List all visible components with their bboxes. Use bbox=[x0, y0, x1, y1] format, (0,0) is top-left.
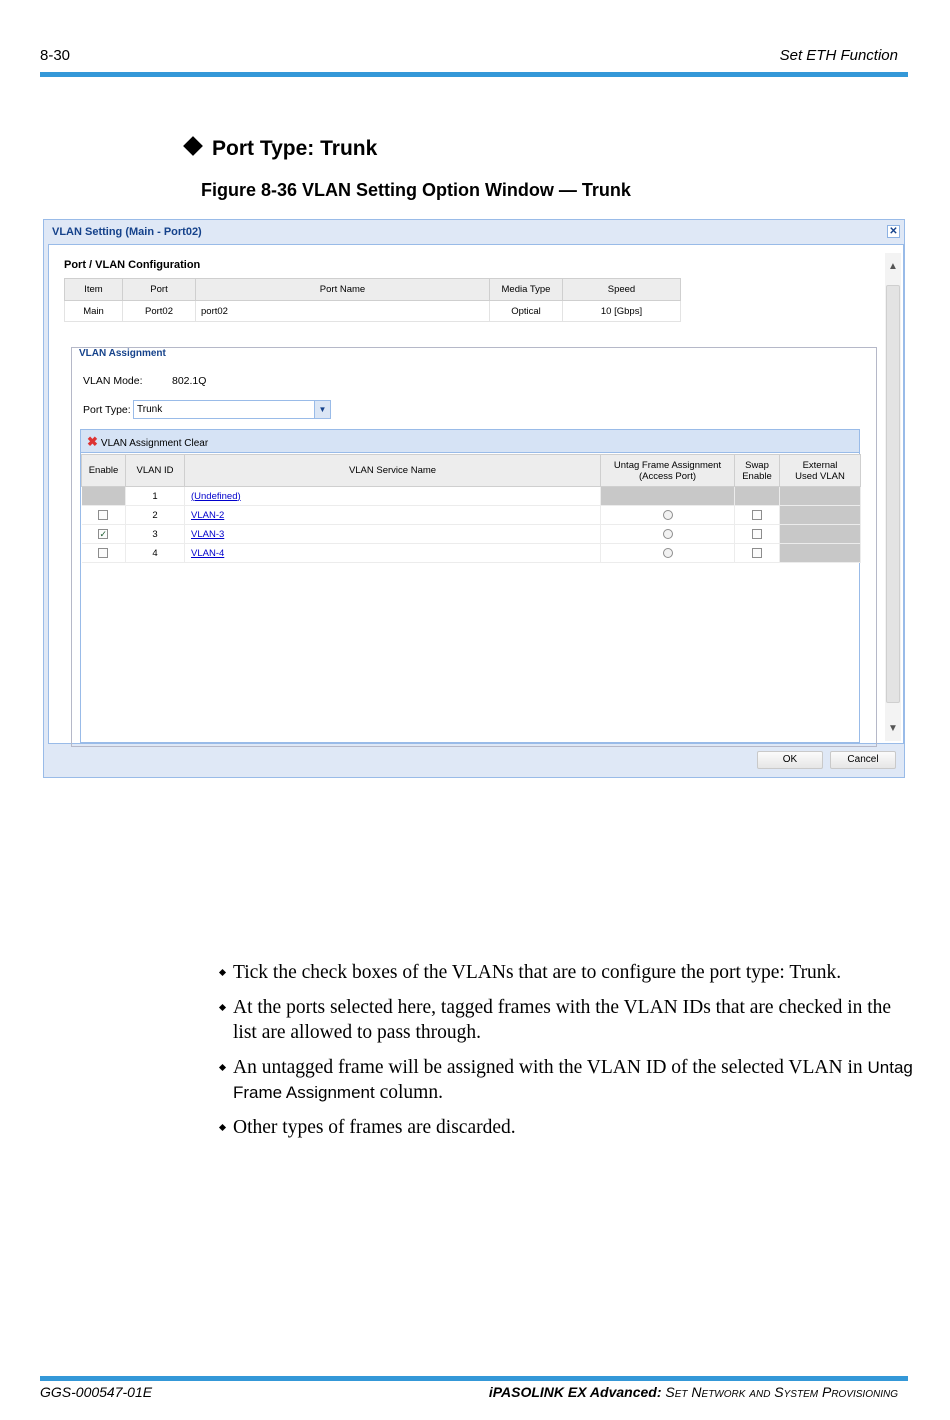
col-vlan-service-name: VLAN Service Name bbox=[185, 455, 601, 487]
untag-radio[interactable] bbox=[663, 548, 673, 558]
vlan-mode-label: VLAN Mode: bbox=[83, 375, 143, 387]
external-cell-disabled bbox=[780, 544, 861, 563]
col-port: Port bbox=[123, 279, 196, 301]
table-row bbox=[65, 301, 681, 322]
col-vlan-id: VLAN ID bbox=[126, 455, 185, 487]
external-cell-disabled bbox=[780, 506, 861, 525]
untag-cell-disabled bbox=[601, 487, 735, 506]
figure-caption: Figure 8-36 VLAN Setting Option Window — Trunk bbox=[201, 180, 631, 200]
vlan-assignment-legend: VLAN Assignment bbox=[79, 348, 166, 359]
cell-untag bbox=[601, 525, 735, 544]
vlan-link[interactable]: VLAN-4 bbox=[191, 547, 225, 559]
delete-icon: ✖ bbox=[87, 434, 98, 449]
vlan-mode-value: 802.1Q bbox=[172, 375, 207, 387]
vertical-scrollbar[interactable] bbox=[885, 253, 901, 741]
bullet-item: Other types of frames are discarded. bbox=[218, 1115, 918, 1140]
table-row bbox=[82, 544, 861, 563]
enable-checkbox[interactable] bbox=[98, 510, 108, 520]
bullet-item bbox=[218, 1055, 918, 1105]
cell-vlan-id: 2 bbox=[126, 506, 185, 525]
swap-cell-disabled bbox=[735, 487, 780, 506]
dialog-title: VLAN Setting (Main - Port02) bbox=[52, 226, 202, 238]
bullet-item: At the ports selected here, tagged frames with the VLAN IDs that are checked in the list are allowed to pass through. bbox=[218, 995, 918, 1045]
col-swap-enable bbox=[735, 455, 780, 487]
col-external-used-vlan bbox=[780, 455, 861, 487]
cell-speed: 10 [Gbps] bbox=[563, 301, 681, 322]
cell-media-type: Optical bbox=[490, 301, 563, 322]
cell-vlan-id: 3 bbox=[126, 525, 185, 544]
cell-enable bbox=[82, 544, 126, 563]
section-heading-text: Port Type: Trunk bbox=[212, 137, 378, 160]
untag-line1: Untag Frame Assignment bbox=[613, 459, 722, 471]
table-row bbox=[82, 487, 861, 506]
scroll-up-icon[interactable]: ▲ bbox=[888, 261, 898, 272]
untag-radio[interactable] bbox=[663, 510, 673, 520]
port-type-label: Port Type: bbox=[83, 404, 131, 416]
cell-swap bbox=[735, 544, 780, 563]
cell-enable bbox=[82, 525, 126, 544]
external-line2: Used VLAN bbox=[795, 470, 845, 482]
swap-line2: Enable bbox=[742, 470, 772, 482]
enable-checkbox[interactable] bbox=[98, 548, 108, 558]
page-header bbox=[40, 47, 898, 67]
cell-item: Main bbox=[65, 301, 123, 322]
cell-untag bbox=[601, 544, 735, 563]
enable-checkbox-checked[interactable]: ✓ bbox=[99, 528, 108, 539]
dialog-body bbox=[48, 244, 904, 744]
vlan-assignment-clear-label: VLAN Assignment Clear bbox=[100, 438, 209, 449]
external-cell-disabled bbox=[780, 487, 861, 506]
col-untag-frame-assignment bbox=[601, 455, 735, 487]
table-row bbox=[82, 506, 861, 525]
cell-swap bbox=[735, 506, 780, 525]
port-type-select[interactable] bbox=[133, 400, 331, 419]
bullet-text: An untagged frame will be assigned with the VLAN ID of the selected VLAN in bbox=[233, 1057, 863, 1078]
table-row bbox=[82, 525, 861, 544]
scroll-thumb[interactable] bbox=[886, 285, 900, 703]
col-item: Item bbox=[65, 279, 123, 301]
vlan-link[interactable]: VLAN-2 bbox=[191, 509, 225, 521]
chevron-down-icon[interactable]: ▼ bbox=[314, 401, 330, 418]
cell-vlan-id: 4 bbox=[126, 544, 185, 563]
vlan-assignment-clear-button[interactable] bbox=[81, 430, 859, 453]
untag-line2: (Access Port) bbox=[638, 470, 696, 482]
external-cell-disabled bbox=[780, 525, 861, 544]
section-heading bbox=[186, 137, 377, 161]
cell-swap bbox=[735, 525, 780, 544]
doc-id: GGS-000547-01E bbox=[40, 1384, 153, 1400]
scroll-down-icon[interactable]: ▼ bbox=[888, 723, 898, 734]
vlan-table bbox=[81, 454, 861, 563]
bullet-text: column. bbox=[379, 1082, 443, 1103]
doc-title-bold: iPASOLINK EX Advanced: bbox=[488, 1384, 662, 1400]
port-type-value: Trunk bbox=[137, 404, 163, 415]
ok-button[interactable]: OK bbox=[757, 751, 823, 769]
port-vlan-config-title: Port / VLAN Configuration bbox=[64, 259, 201, 271]
untag-radio[interactable] bbox=[663, 529, 673, 539]
header-rule bbox=[40, 72, 908, 77]
swap-checkbox[interactable] bbox=[752, 548, 762, 558]
cell-enable bbox=[82, 506, 126, 525]
cell-vlan-id: 1 bbox=[126, 487, 185, 506]
swap-line1: Swap bbox=[745, 459, 769, 471]
bullet-list bbox=[218, 960, 918, 1150]
swap-checkbox[interactable] bbox=[752, 510, 762, 520]
diamond-bullet-icon bbox=[183, 136, 203, 156]
close-icon[interactable]: ✕ bbox=[887, 225, 900, 238]
col-port-name: Port Name bbox=[196, 279, 490, 301]
cell-vlan-name bbox=[185, 525, 601, 544]
cell-vlan-name bbox=[185, 544, 601, 563]
cell-port-name: port02 bbox=[196, 301, 490, 322]
col-enable: Enable bbox=[82, 455, 126, 487]
external-line1: External bbox=[802, 459, 838, 471]
vlan-link[interactable]: VLAN-3 bbox=[191, 528, 225, 540]
port-config-table bbox=[64, 278, 681, 322]
swap-checkbox[interactable] bbox=[752, 529, 762, 539]
vlan-link[interactable]: (Undefined) bbox=[191, 490, 241, 502]
col-speed: Speed bbox=[563, 279, 681, 301]
section-title: Set ETH Function bbox=[779, 47, 898, 64]
cell-vlan-name bbox=[185, 487, 601, 506]
vlan-setting-dialog bbox=[43, 219, 905, 778]
bullet-item: Tick the check boxes of the VLANs that are to configure the port type: Trunk. bbox=[218, 960, 918, 985]
cell-vlan-name bbox=[185, 506, 601, 525]
bullet-mono-text: Untag Frame Assignment bbox=[233, 1058, 913, 1102]
footer-rule bbox=[40, 1376, 908, 1381]
cell-port: Port02 bbox=[123, 301, 196, 322]
doc-title bbox=[489, 1384, 898, 1400]
cell-untag bbox=[601, 506, 735, 525]
page-number: 8-30 bbox=[40, 47, 71, 64]
page-footer bbox=[40, 1384, 898, 1404]
col-media-type: Media Type bbox=[490, 279, 563, 301]
cancel-button[interactable]: Cancel bbox=[830, 751, 896, 769]
enable-cell-disabled bbox=[82, 487, 126, 506]
vlan-assignment-grid bbox=[80, 429, 860, 743]
doc-title-rest: Set Network and System Provisioning bbox=[665, 1384, 898, 1400]
